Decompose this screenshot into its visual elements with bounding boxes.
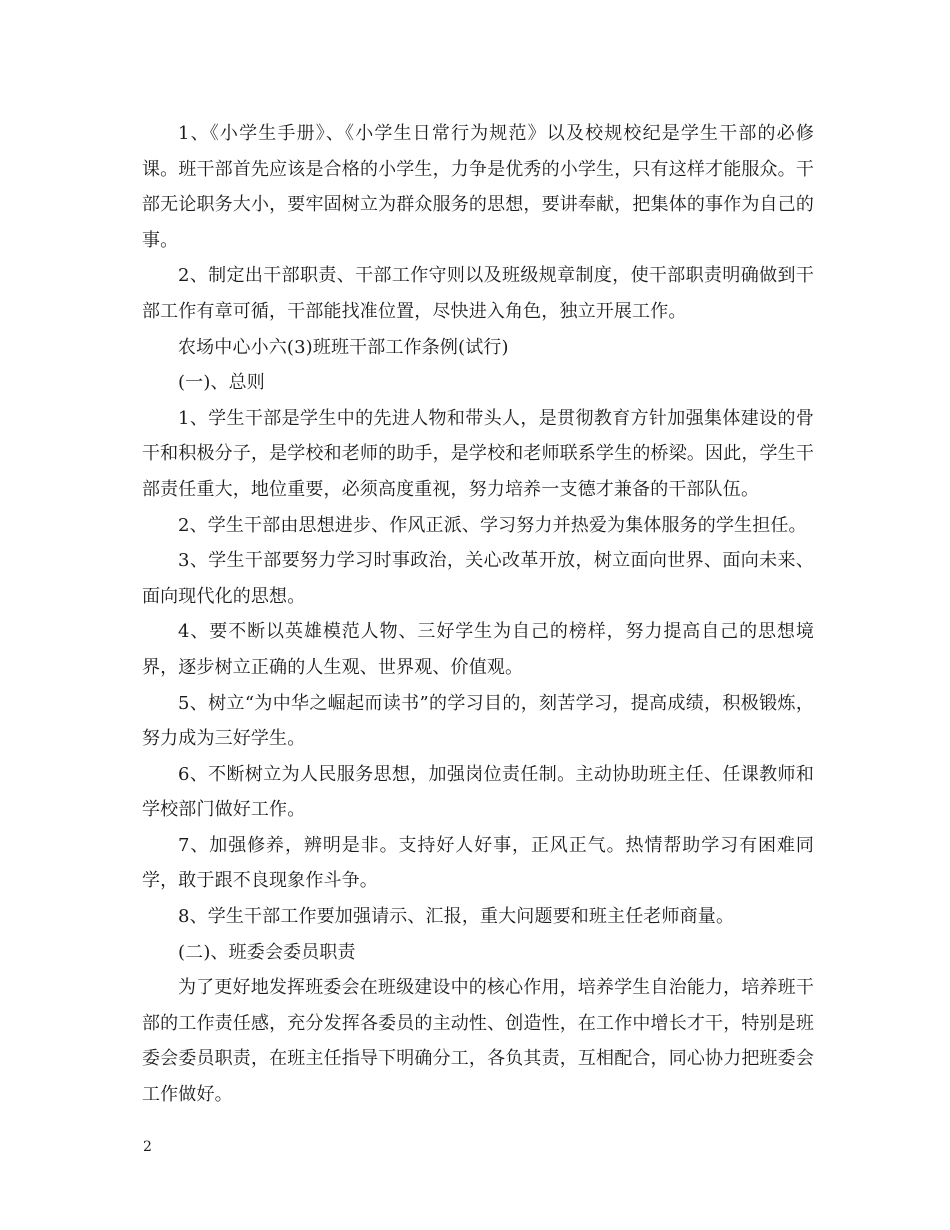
paragraph-5: 3、学生干部要努力学习时事政治，关心改革开放，树立面向世界、面向未来、面向现代化的思想。 <box>142 550 814 607</box>
paragraph-1: 1、《小学生手册》、《小学生日常行为规范》以及校规校纪是学生干部的必修课。班干部首先应该是合格的小学生，力争是优秀的小学生，只有这样才能服众。干部无论职务大小，要牢固树立为群众服务的思想，要讲奉献，把集体的事作为自己的事。 <box>142 123 814 251</box>
paragraph-3: 1、学生干部是学生中的先进人物和带头人，是贯彻教育方针加强集体建设的骨干和积极分子，是学校和老师的助手，是学校和老师联系学生的桥梁。因此，学生干部责任重大，地位重要，必须高度重视，努力培养一支德才兼备的干部队伍。 <box>142 407 814 500</box>
page-number: 2 <box>143 1139 152 1155</box>
heading-general-rules: (一)、总则 <box>178 372 265 394</box>
paragraph-4: 2、学生干部由思想进步、作风正派、学习努力并热爱为集体服务的学生担任。 <box>178 514 807 536</box>
paragraph-6: 4、要不断以英雄模范人物、三好学生为自己的榜样，努力提高自己的思想境界，逐步树立正确的人生观、世界观、价值观。 <box>142 621 814 678</box>
paragraph-7: 5、树立“为中华之崛起而读书”的学习目的，刻苦学习，提高成绩，积极锻炼，努力成为三好学生。 <box>142 692 814 750</box>
heading-committee-duties: (二)、班委会委员职责 <box>178 941 356 963</box>
paragraph-2: 2、制定出干部职责、干部工作守则以及班级规章制度，使干部职责明确做到干部工作有章可循，干部能找准位置，尽快进入角色，独立开展工作。 <box>142 265 814 322</box>
paragraph-9: 7、加强修养，辨明是非。支持好人好事，正风正气。热情帮助学习有困难同学，敢于跟不良现象作斗争。 <box>142 834 814 892</box>
paragraph-11: 为了更好地发挥班委会在班级建设中的核心作用，培养学生自治能力，培养班干部的工作责任感，充分发挥各委员的主动性、创造性，在工作中增长才干，特别是班委会委员职责，在班主任指导下明确分工，各负其责，互相配合，同心协力把班委会工作做好。 <box>142 977 814 1106</box>
paragraph-8: 6、不断树立为人民服务思想，加强岗位责任制。主动协助班主任、任课教师和学校部门做好工作。 <box>142 763 814 821</box>
section-title: 农场中心小六(3)班班干部工作条例(试行) <box>178 336 509 358</box>
paragraph-10: 8、学生干部工作要加强请示、汇报，重大问题要和班主任老师商量。 <box>178 906 735 928</box>
document-body <box>142 116 814 1113</box>
